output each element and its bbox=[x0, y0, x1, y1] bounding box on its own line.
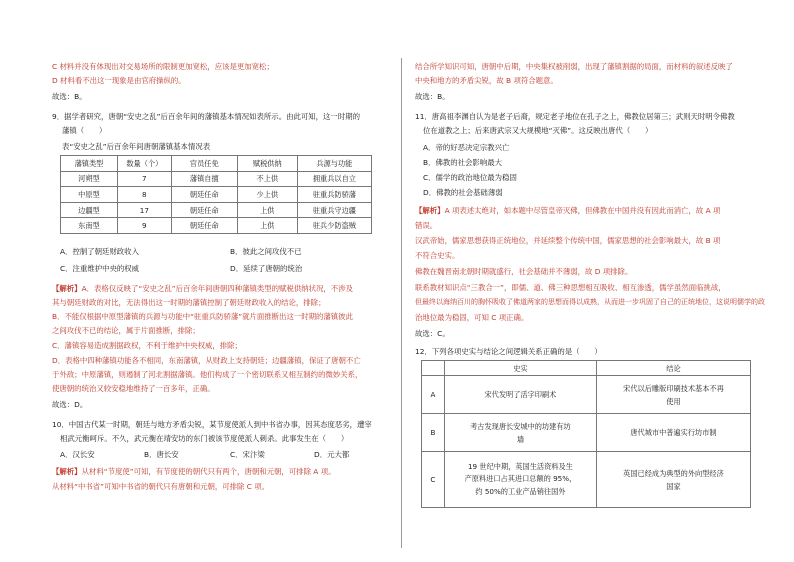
table-cell: 9 bbox=[117, 218, 171, 234]
table-cell: 8 bbox=[117, 187, 171, 203]
analysis-line: 治地位最为稳固，可知 C 项正确。 bbox=[415, 313, 529, 322]
row-label: C bbox=[422, 452, 445, 508]
table-row bbox=[422, 452, 751, 508]
table-cell: 驻重兵守边疆 bbox=[297, 202, 371, 218]
table-header-cell: 史实 bbox=[444, 361, 596, 376]
question-9-stem-cont: 藩镇（ ） bbox=[62, 126, 107, 135]
option-d: D．佛教的社会基础薄弱 bbox=[423, 188, 503, 197]
option-b: B．彼此之间攻伐不已 bbox=[230, 247, 302, 256]
conclusion-cell: 英国已经成为典型的外向型经济 国家 bbox=[596, 452, 750, 508]
fact-cell: 宋代发明了活字印刷术 bbox=[444, 376, 596, 414]
text-line: 中央和地方的矛盾尖锐，故 B 项符合题意。 bbox=[415, 76, 558, 85]
table-header-cell: 赋税供纳 bbox=[237, 156, 297, 172]
analysis-line: D．表格中四种藩镇功能各不相同，东南藩镇，从财政上支持朝廷；边疆藩镇，保证了唐朝不亡 bbox=[52, 356, 361, 365]
table-cell: 东南型 bbox=[61, 218, 118, 234]
analysis-line: 不符合史实。 bbox=[415, 251, 460, 260]
question-10-stem: 10．中国古代某一时期，朝廷与地方矛盾尖锐，某节度使派人到中书省办事，因其态度恶劣，遭宰 bbox=[52, 420, 372, 429]
table-header-cell: 藩镇类型 bbox=[61, 156, 118, 172]
analysis-tag: 【解析】 bbox=[415, 206, 445, 215]
option-a: A．帝的好恶决定宗教兴亡 bbox=[423, 143, 510, 152]
table-cell: 边疆型 bbox=[61, 202, 118, 218]
fact-cell: 考古发现唐长安城中的坊建有坊 墙 bbox=[444, 414, 596, 452]
table-header-row bbox=[422, 361, 751, 376]
analysis-line: 使唐朝的统治又较安稳地维持了一百多年，正确。 bbox=[52, 384, 215, 393]
question-11-stem-cont: 位在道教之上；后来唐武宗又大规模地“灭佛”。这反映出唐代（ ） bbox=[423, 126, 653, 135]
analysis-line: 但最终以海纳百川的胸怀吸收了佛道两家的思想而得以成熟，从而进一步巩固了自己的正统地位，这说明儒学的政 bbox=[415, 298, 765, 306]
table-cell: 藩镇自擅 bbox=[171, 171, 237, 187]
fact-conclusion-table bbox=[421, 360, 751, 508]
table-header-row bbox=[61, 156, 372, 172]
table-header-cell: 官员任免 bbox=[171, 156, 237, 172]
analysis-line: 【解析】A 项表述太绝对，如本题中尽管皇帝灭佛，但佛教在中国并没有因此而消亡，故 A 项 bbox=[415, 206, 721, 215]
table-header-cell: 结论 bbox=[596, 361, 750, 376]
row-label: B bbox=[422, 414, 445, 452]
analysis-line: 于外敌；中原藩镇，则遏制了河北割据藩镇。他们构成了一个密切联系又相互制约的微妙关系， bbox=[52, 370, 363, 379]
row-label: A bbox=[422, 376, 445, 414]
table-cell: 拥重兵以自立 bbox=[297, 171, 371, 187]
table-header-cell: 兵源与功能 bbox=[297, 156, 371, 172]
analysis-line: 【解析】从材料“节度使”可知，有节度使的朝代只有两个，唐朝和元朝，可排除 A 项。 bbox=[52, 467, 336, 476]
analysis-line: 佛教在魏晋南北朝时期就盛行，社会基础并不薄弱，故 D 项排除。 bbox=[415, 267, 633, 276]
answer-line: 故选：C。 bbox=[415, 329, 450, 338]
table-row bbox=[61, 218, 372, 234]
answer-line: 故选：D。 bbox=[52, 400, 88, 409]
table-row bbox=[422, 376, 751, 414]
option-c: C．宋汴梁 bbox=[230, 450, 265, 459]
table-cell: 驻兵少防盗贼 bbox=[297, 218, 371, 234]
table-row bbox=[61, 202, 372, 218]
option-a: A．控制了朝廷财政收入 bbox=[60, 247, 139, 256]
table-cell: 少上供 bbox=[237, 187, 297, 203]
question-10-stem-cont: 相武元衡呵斥。不久，武元衡在靖安坊的东门被该节度使派人刺杀。此事发生在（ ） bbox=[60, 434, 349, 443]
analysis-line: 【解析】A．表格仅反映了“安史之乱”后百余年间唐朝四种藩镇类型的赋税供纳状况，不涉及 bbox=[52, 284, 353, 293]
text-line: C 材料并没有体现出对交易场所的限制更加宽松，应该是更加宽松； bbox=[52, 62, 274, 71]
table-header-cell: 数量（个） bbox=[117, 156, 171, 172]
table-row bbox=[61, 187, 372, 203]
table-cell: 朝廷任命 bbox=[171, 187, 237, 203]
analysis-line: C．藩镇容易造成割据政权，不利于维护中央权威，排除； bbox=[52, 341, 242, 350]
analysis-line: 汉武帝始，儒家思想获得正统地位，并延续整个传统中国，儒家思想的社会影响最大，故 B 项 bbox=[415, 236, 721, 245]
table-row bbox=[61, 171, 372, 187]
analysis-line: 从材料“中书省”可知中书省的朝代只有唐朝和元朝，可排除 C 项。 bbox=[52, 482, 270, 491]
analysis-line: B．不能仅根据中原型藩镇的兵源与功能中“驻重兵防骄藩”就片面推断出这一时期的藩镇彼此 bbox=[52, 312, 353, 321]
conclusion-cell: 唐代城市中普遍实行坊市制 bbox=[596, 414, 750, 452]
analysis-line: 其与朝廷财政的对比，无法得出这一时期的藩镇控制了朝廷财政收入的结论，排除； bbox=[52, 298, 326, 307]
table-caption: 表“安史之乱”后百余年间唐朝藩镇基本情况表 bbox=[62, 142, 211, 151]
fact-cell: 19 世纪中期，英国生活资料及生 产原料进口占其进口总额的 95%， 约 50%的工业产品销往国外 bbox=[444, 452, 596, 508]
table-cell: 不上供 bbox=[237, 171, 297, 187]
option-b: B．唐长安 bbox=[144, 450, 179, 459]
table-header-cell bbox=[422, 361, 445, 376]
text-line: 结合所学知识可知，唐朝中后期，中央集权被削弱，出现了藩镇割据的局面，而材料的叙述反映了 bbox=[415, 62, 733, 71]
table-cell: 7 bbox=[117, 171, 171, 187]
question-9-stem: 9．据学者研究，唐朝“安史之乱”后百余年间的藩镇基本情况如表所示。由此可知，这一时期的 bbox=[52, 112, 360, 121]
question-12-stem: 12．下列各项史实与结论之间逻辑关系正确的是（ ） bbox=[415, 347, 602, 356]
table-cell: 朝廷任命 bbox=[171, 202, 237, 218]
option-b: B．佛教的社会影响最大 bbox=[423, 158, 502, 167]
table-cell: 河朔型 bbox=[61, 171, 118, 187]
table-cell: 上供 bbox=[237, 218, 297, 234]
answer-line: 故选：B。 bbox=[52, 92, 87, 101]
question-11-stem: 11．唐高祖李渊自认为是老子后裔，规定老子地位在孔子之上，佛教位居第三；武则天时明令佛教 bbox=[415, 112, 735, 121]
table-cell: 驻重兵防骄藩 bbox=[297, 187, 371, 203]
option-c: C．注重维护中央的权威 bbox=[60, 264, 140, 273]
table-row bbox=[422, 414, 751, 452]
option-d: D．元大都 bbox=[314, 450, 350, 459]
text-line: D 材料看不出这一现象是由官府操纵的。 bbox=[52, 76, 186, 85]
option-a: A．汉长安 bbox=[60, 450, 95, 459]
answer-line: 故选：B。 bbox=[415, 92, 450, 101]
column-divider bbox=[401, 58, 402, 548]
table-cell: 朝廷任命 bbox=[171, 218, 237, 234]
conclusion-cell: 宋代以后雕版印刷技术基本不再 使用 bbox=[596, 376, 750, 414]
table-cell: 中原型 bbox=[61, 187, 118, 203]
analysis-line: 错误。 bbox=[415, 221, 438, 230]
analysis-line: 之间攻伐不已的结论，属于片面推断，排除； bbox=[52, 326, 200, 335]
analysis-line: 联系教材知识点“三教合一”，即儒、道、佛三种思想相互吸收、相互渗透，儒学虽然面临挑战， bbox=[415, 283, 726, 292]
table-cell: 17 bbox=[117, 202, 171, 218]
fanzhen-table bbox=[60, 155, 372, 234]
option-c: C．儒学的政治地位最为稳固 bbox=[423, 173, 517, 182]
analysis-tag: 【解析】 bbox=[52, 284, 82, 293]
option-d: D．延续了唐朝的统治 bbox=[230, 264, 303, 273]
table-cell: 上供 bbox=[237, 202, 297, 218]
analysis-tag: 【解析】 bbox=[52, 467, 82, 476]
